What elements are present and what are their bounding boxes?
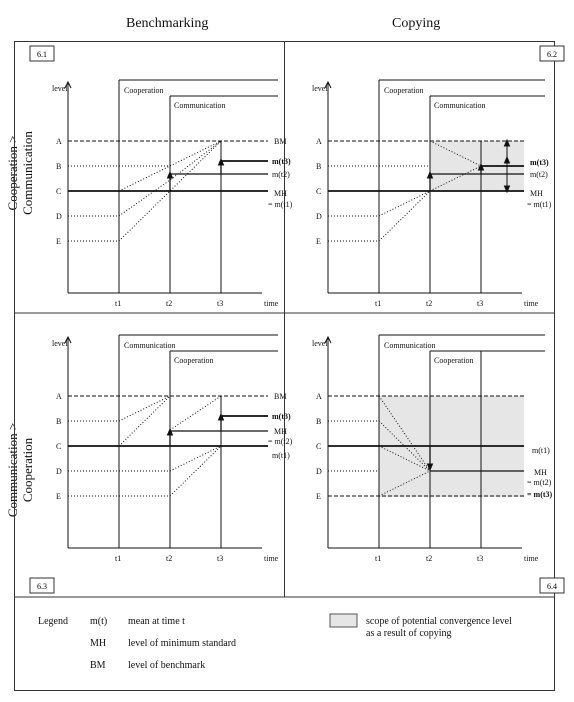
panel-id-6-1: 6.1 bbox=[37, 50, 47, 59]
legend-symbol-mh: MH bbox=[90, 638, 107, 649]
tick-t2: t2 bbox=[166, 299, 173, 308]
label-m-t3: m(t3) bbox=[272, 412, 291, 421]
label-m-t1: m(t1) bbox=[532, 446, 550, 455]
panel-6-2-text bbox=[312, 84, 552, 308]
level-c: C bbox=[316, 442, 322, 451]
label-mh: MH bbox=[530, 189, 543, 198]
tick-t1: t1 bbox=[115, 554, 122, 563]
row2-line1: Communication > bbox=[5, 422, 20, 518]
axis-label-time: time bbox=[524, 554, 539, 563]
row1-line2: Communication bbox=[20, 131, 35, 215]
label-mh: MH bbox=[274, 189, 287, 198]
level-d: D bbox=[316, 467, 322, 476]
header-benchmarking: Benchmarking bbox=[126, 16, 209, 31]
level-a: A bbox=[316, 392, 322, 401]
legend-text-minimum: level of minimum standard bbox=[128, 638, 237, 649]
panel-id-boxes bbox=[30, 46, 564, 593]
label-m-t1: = m(t1) bbox=[527, 200, 552, 209]
phase-label-first: Cooperation bbox=[124, 86, 164, 95]
legend-title: Legend bbox=[38, 616, 68, 627]
level-b: B bbox=[316, 162, 322, 171]
axis-label-level: level bbox=[52, 339, 68, 348]
legend-shade-text-2: as a result of copying bbox=[366, 628, 452, 639]
label-mh: MH bbox=[534, 468, 547, 477]
row1-line1: Cooperation > bbox=[5, 135, 20, 211]
row2-line2: Cooperation bbox=[20, 437, 35, 503]
label-m-t2: m(t2) bbox=[530, 170, 548, 179]
level-e: E bbox=[56, 492, 61, 501]
panel-6-1-text bbox=[52, 84, 293, 308]
legend-text-mean: mean at time t bbox=[128, 616, 185, 627]
legend-text-benchmark: level of benchmark bbox=[128, 660, 206, 671]
phase-label-first: Communication bbox=[124, 341, 176, 350]
level-d: D bbox=[56, 467, 62, 476]
phase-label-first: Communication bbox=[384, 341, 436, 350]
phase-label-second: Communication bbox=[434, 101, 486, 110]
label-m-t2: = m(t2) bbox=[527, 478, 552, 487]
level-e: E bbox=[56, 237, 61, 246]
tick-t3: t3 bbox=[477, 554, 484, 563]
tick-t3: t3 bbox=[217, 554, 224, 563]
level-b: B bbox=[56, 417, 62, 426]
axis-label-level: level bbox=[312, 339, 328, 348]
level-a: A bbox=[56, 137, 62, 146]
header-copying: Copying bbox=[392, 16, 441, 31]
tick-t2: t2 bbox=[426, 299, 433, 308]
phase-label-second: Communication bbox=[174, 101, 226, 110]
panel-id-6-2: 6.2 bbox=[547, 50, 557, 59]
axis-label-time: time bbox=[524, 299, 539, 308]
level-c: C bbox=[316, 187, 322, 196]
level-a: A bbox=[316, 137, 322, 146]
label-m-t1: m(t1) bbox=[272, 451, 290, 460]
legend-symbol-bm: BM bbox=[90, 660, 106, 671]
tick-t2: t2 bbox=[426, 554, 433, 563]
label-m-t3: m(t3) bbox=[272, 157, 291, 166]
tick-t3: t3 bbox=[477, 299, 484, 308]
axis-label-time: time bbox=[264, 299, 279, 308]
legend-shade-swatch bbox=[330, 614, 357, 627]
level-b: B bbox=[316, 417, 322, 426]
label-m-t2: m(t2) bbox=[272, 170, 290, 179]
legend-symbol-mt: m(t) bbox=[90, 616, 108, 627]
panel-6-1 bbox=[65, 80, 278, 293]
label-bm: BM bbox=[274, 137, 287, 146]
level-b: B bbox=[56, 162, 62, 171]
level-a: A bbox=[56, 392, 62, 401]
panel-6-3-text bbox=[52, 339, 293, 563]
phase-label-second: Cooperation bbox=[434, 356, 474, 365]
phase-label-first: Cooperation bbox=[384, 86, 424, 95]
level-e: E bbox=[316, 492, 321, 501]
level-e: E bbox=[316, 237, 321, 246]
tick-t1: t1 bbox=[375, 554, 382, 563]
axis-label-time: time bbox=[264, 554, 279, 563]
level-d: D bbox=[56, 212, 62, 221]
tick-t3: t3 bbox=[217, 299, 224, 308]
label-m-t2: = m(t2) bbox=[268, 437, 293, 446]
tick-t1: t1 bbox=[115, 299, 122, 308]
label-m-t3: m(t3) bbox=[530, 158, 549, 167]
panel-id-6-4: 6.4 bbox=[547, 582, 557, 591]
legend bbox=[38, 614, 512, 671]
level-c: C bbox=[56, 442, 62, 451]
tick-t2: t2 bbox=[166, 554, 173, 563]
phase-label-second: Cooperation bbox=[174, 356, 214, 365]
label-bm: BM bbox=[274, 392, 287, 401]
level-c: C bbox=[56, 187, 62, 196]
level-d: D bbox=[316, 212, 322, 221]
axis-label-level: level bbox=[52, 84, 68, 93]
panel-6-3 bbox=[65, 335, 278, 548]
label-m-t3: = m(t3) bbox=[527, 490, 553, 499]
tick-t1: t1 bbox=[375, 299, 382, 308]
panel-id-6-3: 6.3 bbox=[37, 582, 47, 591]
label-mh: MH bbox=[274, 427, 287, 436]
label-m-t1: = m(t1) bbox=[268, 200, 293, 209]
axis-label-level: level bbox=[312, 84, 328, 93]
legend-shade-text-1: scope of potential convergence level bbox=[366, 616, 512, 627]
